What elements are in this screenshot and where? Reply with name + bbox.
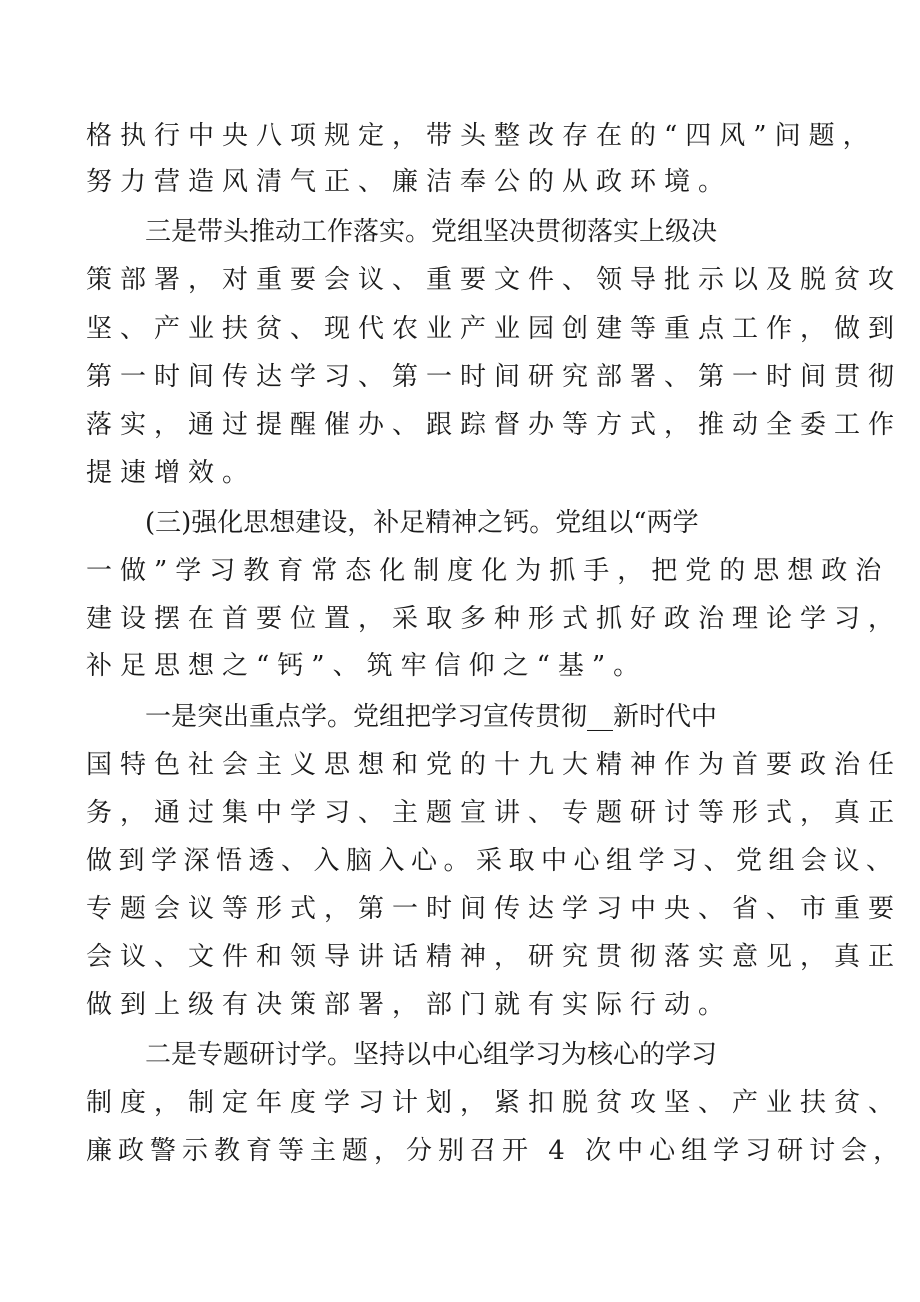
- text-line: 补足思想之“钙”、筑牢信仰之“基”。: [86, 651, 648, 681]
- paragraph-first-line: 三是带头推动工作落实。党组坚决贯彻落实上级决: [145, 217, 718, 247]
- text-line: 会议、文件和领导讲话精神，研究贯彻落实意见，真正: [86, 942, 903, 972]
- paragraph-first-line: 二是专题研讨学。坚持以中心组学习为核心的学习: [145, 1040, 718, 1070]
- text-line: 做到学深悟透、入脑入心。采取中心组学习、党组会议、: [86, 846, 899, 876]
- text-line: 努力营造风清气正、廉洁奉公的从政环境。: [86, 167, 733, 197]
- text-line: 提速增效。: [86, 458, 257, 488]
- text-line: 格执行中央八项规定，带头整改存在的“四风”问题，: [86, 121, 877, 151]
- text-line: 务，通过集中学习、主题宣讲、专题研讨等形式，真正: [86, 798, 903, 828]
- text-line: 制度，制定年度学习计划，紧扣脱贫攻坚、产业扶贫、: [86, 1088, 903, 1118]
- text-line: 做到上级有决策部署，部门就有实际行动。: [86, 990, 733, 1020]
- text-line: 建设摆在首要位置，采取多种形式抓好政治理论学习，: [86, 604, 903, 634]
- text-line: 一做”学习教育常态化制度化为抓手，把党的思想政治: [86, 556, 890, 586]
- section-heading-line: (三)强化思想建设，补足精神之钙。党组以“两学: [145, 508, 699, 538]
- text-line: 专题会议等形式，第一时间传达学习中央、省、市重要: [86, 894, 903, 924]
- text-line: 廉政警示教育等主题，分别召开 4 次中心组学习研讨会，: [86, 1136, 906, 1166]
- text-line: 第一时间传达学习、第一时间研究部署、第一时间贯彻: [86, 362, 903, 392]
- text-line: 坚、产业扶贫、现代农业产业园创建等重点工作，做到: [86, 314, 903, 344]
- paragraph-first-line: 一是突出重点学。党组把学习宣传贯彻__新时代中: [145, 702, 718, 732]
- text-line: 策部署，对重要会议、重要文件、领导批示以及脱贫攻: [86, 265, 903, 295]
- text-line: 国特色社会主义思想和党的十九大精神作为首要政治任: [86, 750, 903, 780]
- text-line: 落实，通过提醒催办、跟踪督办等方式，推动全委工作: [86, 410, 903, 440]
